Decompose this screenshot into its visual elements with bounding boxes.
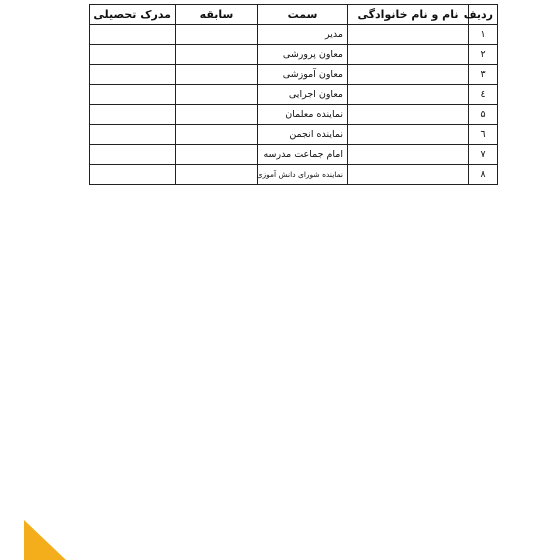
full-name-cell <box>348 105 469 125</box>
full-name-cell <box>348 25 469 45</box>
header-degree: مدرک تحصیلی <box>90 5 176 25</box>
full-name-cell <box>348 145 469 165</box>
full-name-cell <box>348 65 469 85</box>
row-number: ۸ <box>469 165 498 185</box>
degree-cell <box>90 145 176 165</box>
full-name-cell <box>348 165 469 185</box>
position-cell: معاون آموزشی <box>258 65 348 85</box>
header-row-number: ردیف <box>469 5 498 25</box>
experience-cell <box>176 105 258 125</box>
experience-cell <box>176 125 258 145</box>
degree-cell <box>90 25 176 45</box>
row-number: ۱ <box>469 25 498 45</box>
full-name-cell <box>348 125 469 145</box>
header-position: سمت <box>258 5 348 25</box>
full-name-cell <box>348 85 469 105</box>
position-cell: نماینده شورای دانش آموزی <box>258 165 348 185</box>
position-cell: نماینده معلمان <box>258 105 348 125</box>
table-row <box>90 45 498 65</box>
experience-cell <box>176 45 258 65</box>
table-header-row <box>90 5 498 25</box>
degree-cell <box>90 45 176 65</box>
council-members-table <box>89 4 498 185</box>
table-row <box>90 145 498 165</box>
table-row <box>90 125 498 145</box>
experience-cell <box>176 145 258 165</box>
degree-cell <box>90 65 176 85</box>
degree-cell <box>90 165 176 185</box>
row-number: ۵ <box>469 105 498 125</box>
row-number: ٦ <box>469 125 498 145</box>
degree-cell <box>90 125 176 145</box>
position-cell: نماینده انجمن <box>258 125 348 145</box>
position-cell: معاون پرورشی <box>258 45 348 65</box>
table-row <box>90 165 498 185</box>
position-cell: مدیر <box>258 25 348 45</box>
table-row <box>90 85 498 105</box>
degree-cell <box>90 85 176 105</box>
header-experience: سابقه <box>176 5 258 25</box>
row-number: ٤ <box>469 85 498 105</box>
full-name-cell <box>348 45 469 65</box>
header-full-name: نام و نام خانوادگی <box>348 5 469 25</box>
degree-cell <box>90 105 176 125</box>
row-number: ۲ <box>469 45 498 65</box>
position-cell: امام جماعت مدرسه <box>258 145 348 165</box>
table-row <box>90 105 498 125</box>
table-row <box>90 65 498 85</box>
experience-cell <box>176 25 258 45</box>
experience-cell <box>176 85 258 105</box>
experience-cell <box>176 165 258 185</box>
row-number: ۳ <box>469 65 498 85</box>
corner-triangle <box>24 520 66 560</box>
position-cell: معاون اجرایی <box>258 85 348 105</box>
experience-cell <box>176 65 258 85</box>
row-number: ۷ <box>469 145 498 165</box>
table-row <box>90 25 498 45</box>
